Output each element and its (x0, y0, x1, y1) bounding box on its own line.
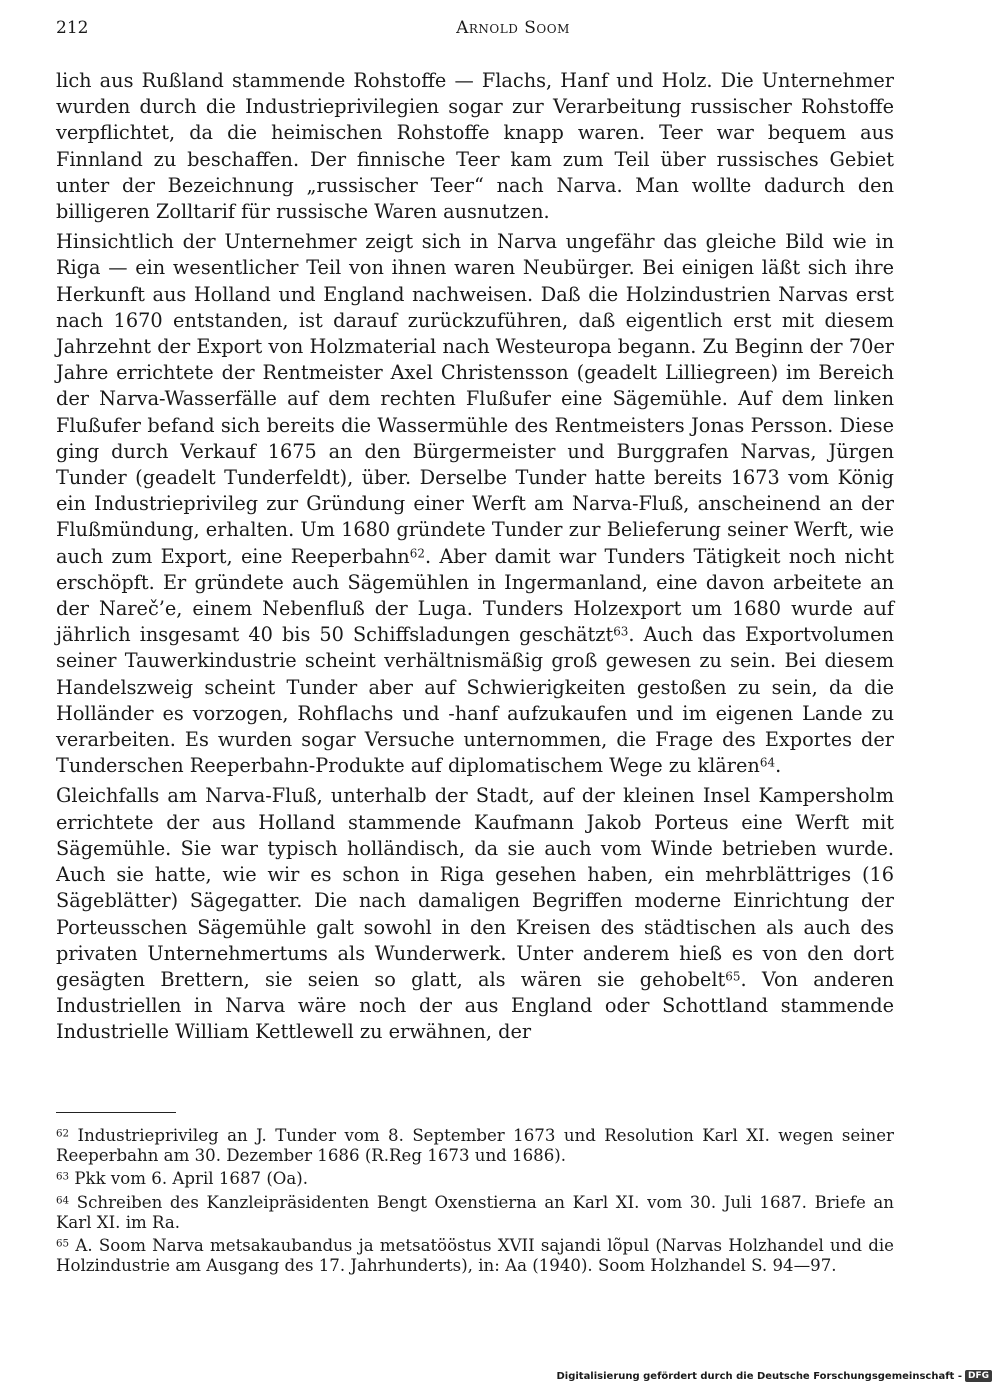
dfg-logo-icon: DFG (965, 1370, 992, 1382)
footnote-text: Pkk vom 6. April 1687 (Oa). (74, 1169, 309, 1189)
footer-text: Digitalisierung gefördert durch die Deutsche Forschungsgemeinschaft - (556, 1370, 962, 1382)
footnote-number: 64 (56, 1193, 70, 1206)
paragraph-1 (56, 68, 894, 225)
footnote-ref-62: 62 (409, 546, 425, 561)
paragraph-2-text-b: . Aber damit war Tunders Tätigkeit noch nicht erschöpft. Er gründete auch Sägemühlen in Ingermanland, eine davon arbeitete an der Nareč’e, einem Nebenfluß der Luga. Tunders Holzexport um 1680 wurde auf jährlich insgesamt 40 bis 50 Schiffsladungen geschätzt (56, 544, 894, 647)
footnote-number: 62 (56, 1127, 70, 1140)
page-header (56, 18, 890, 48)
paragraph-3 (56, 783, 894, 1045)
paragraph-2-text-d: . (775, 754, 782, 778)
footnote-divider (56, 1112, 176, 1113)
page-number: 212 (56, 18, 89, 38)
footnote-65 (56, 1236, 894, 1276)
paragraph-2-text-c: . Auch das Exportvolumen seiner Tauwerkindustrie scheint verhältnismäßig groß gewesen zu sein. Bei diesem Handelszweig scheint Tunder aber auf Schwierigkeiten gestoßen zu sein, da die Holländer es vorzogen, Rohflachs und -hanf aufzukaufen und im eigenen Lande zu verarbeiten. Es wurden sogar Versuche unternommen, die Frage des Exportes der Tunderschen Reeperbahn-Produkte auf diplomatischem Wege zu klären (56, 623, 895, 778)
body-text (56, 68, 894, 1050)
footnote-ref-64: 64 (759, 755, 776, 770)
footnote-64 (56, 1193, 894, 1233)
paragraph-2 (56, 229, 894, 779)
footnote-ref-65: 65 (725, 969, 741, 984)
paragraph-3-text-a: Gleichfalls am Narva-Fluß, unterhalb der Stadt, auf der kleinen Insel Kampersholm errichtete der aus Holland stammende Kaufmann Jakob Porteus eine Werft mit Sägemühle. Sie war typisch holländisch, da sie auch vom Winde betrieben wurde. Auch sie hatte, wie wir es schon in Riga gesehen haben, ein mehrblättriges (16 Sägeblätter) Sägegatter. Die nach damaligen Begriffen moderne Einrichtung der Porteusschen Sägemühle galt sowohl in den Kreisen des städtischen als auch des privaten Unternehmertums als Wunderwerk. Unter anderem hieß es von den dort gesägten Brettern, sie seien so glatt, als wären sie gehobelt (56, 784, 894, 991)
footnote-63 (56, 1169, 894, 1189)
footnote-text: A. Soom Narva metsakaubandus ja metsatööstus XVII sajandi lõpul (Narvas Holzhandel und die Holzindustrie am Ausgang des 17. Jahrhunderts), in: Aa (1940). Soom Holzhandel S. 94—97. (56, 1236, 894, 1276)
footnote-text: Schreiben des Kanzleipräsidenten Bengt Oxenstierna an Karl XI. vom 30. Juli 1687. Briefe an Karl XI. im Ra. (56, 1192, 894, 1232)
footnote-text: Industrieprivileg an J. Tunder vom 8. September 1673 und Resolution Karl XI. wegen seiner Reeperbahn am 30. Dezember 1686 (R.Reg 1673 und 1686). (56, 1126, 894, 1166)
footnote-62 (56, 1126, 894, 1166)
footnotes (56, 1126, 894, 1279)
digitization-footer (556, 1370, 992, 1382)
footnote-number: 63 (56, 1170, 70, 1183)
paragraph-3-text-b: . Von anderen Industriellen in Narva wäre noch der aus England oder Schottland stammende Industrielle William Kettlewell zu erwähnen, der (56, 967, 894, 1044)
footnote-number: 65 (56, 1237, 70, 1250)
running-title: Arnold Soom (456, 18, 570, 38)
footnote-ref-63: 63 (613, 624, 629, 639)
paragraph-1-text: lich aus Rußland stammende Rohstoffe — Flachs, Hanf und Holz. Die Unternehmer wurden durch die Industrieprivilegien sogar zur Verarbeitung russischer Rohstoffe verpflichtet, da die heimischen Rohstoffe knapp waren. Teer war bequem aus Finnland zu beschaffen. Der finnische Teer kam zum Teil über russisches Gebiet unter der Bezeichnung „russischer Teer“ nach Narva. Man wollte dadurch den billigeren Zolltarif für russische Waren ausnutzen. (56, 69, 894, 224)
paragraph-2-text-a: Hinsichtlich der Unternehmer zeigt sich in Narva ungefähr das gleiche Bild wie in Riga — ein wesentlicher Teil von ihnen waren Neubürger. Bei einigen läßt sich ihre Herkunft aus Holland und England nachweisen. Daß die Holzindustrien Narvas erst nach 1670 entstanden, ist darauf zurückzuführen, daß eigentlich erst mit diesem Jahrzehnt der Export von Holzmaterial nach Westeuropa begann. Zu Beginn der 70er Jahre errichtete der Rentmeister Axel Christensson (geadelt Lilliegreen) im Bereich der Narva-Wasserfälle auf dem rechten Flußufer eine Sägemühle. Auf dem linken Flußufer befand sich bereits die Wassermühle des Rentmeisters Jonas Persson. Diese ging durch Verkauf 1675 an den Bürgermeister und Burggrafen Narvas, Jürgen Tunder (geadelt Tunderfeldt), über. Derselbe Tunder hatte bereits 1673 vom König ein Industrieprivileg zur Gründung einer Werft am Narva-Fluß, anscheinend an der Flußmündung, erhalten. Um 1680 gründete Tunder zur Belieferung seiner Werft, wie auch zum Export, eine Reeperbahn (56, 230, 894, 568)
